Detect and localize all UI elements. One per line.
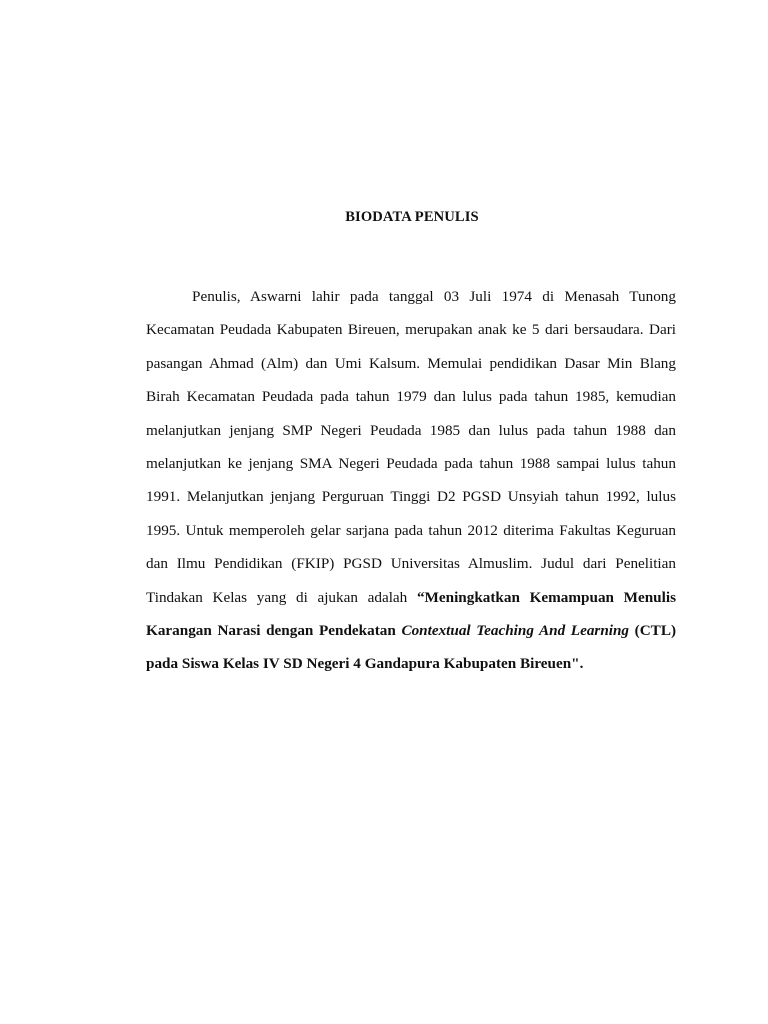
research-title-part1: “Meningkatkan Kemampuan Menulis Karangan Narasi dengan Pendekatan	[146, 588, 676, 640]
biography-paragraph	[146, 280, 676, 681]
document-title: BIODATA PENULIS	[345, 209, 479, 225]
biography-intro-text: Penulis, Aswarni lahir pada tanggal 03 Juli 1974 di Menasah Tunong Kecamatan Peudada Kabupaten Bireuen, merupakan anak ke 5 dari bersaudara. Dari pasangan Ahmad (Alm) dan Umi Kalsum. Memulai pendidikan Dasar Min Blang Birah Kecamatan Peudada pada tahun 1979 dan lulus pada tahun 1985, kemudian melanjutkan jenjang SMP Negeri Peudada 1985 dan lulus pada tahun 1988 dan melanjutkan ke jenjang SMA Negeri Peudada pada tahun 1988 sampai lulus tahun 1991. Melanjutkan jenjang Perguruan Tinggi D2 PGSD Unsyiah tahun 1992, lulus 1995. Untuk memperoleh gelar sarjana pada tahun 2012 diterima Fakultas Keguruan dan Ilmu Pendidikan (FKIP) PGSD Universitas Almuslim. Judul dari Penelitian Tindakan Kelas yang di ajukan adalah	[146, 288, 676, 606]
research-title-part2: (CTL) pada Siswa Kelas IV SD Negeri 4 Gandapura Kabupaten Bireuen".	[146, 622, 677, 673]
research-title-italic: Contextual Teaching And Learning	[401, 622, 630, 640]
